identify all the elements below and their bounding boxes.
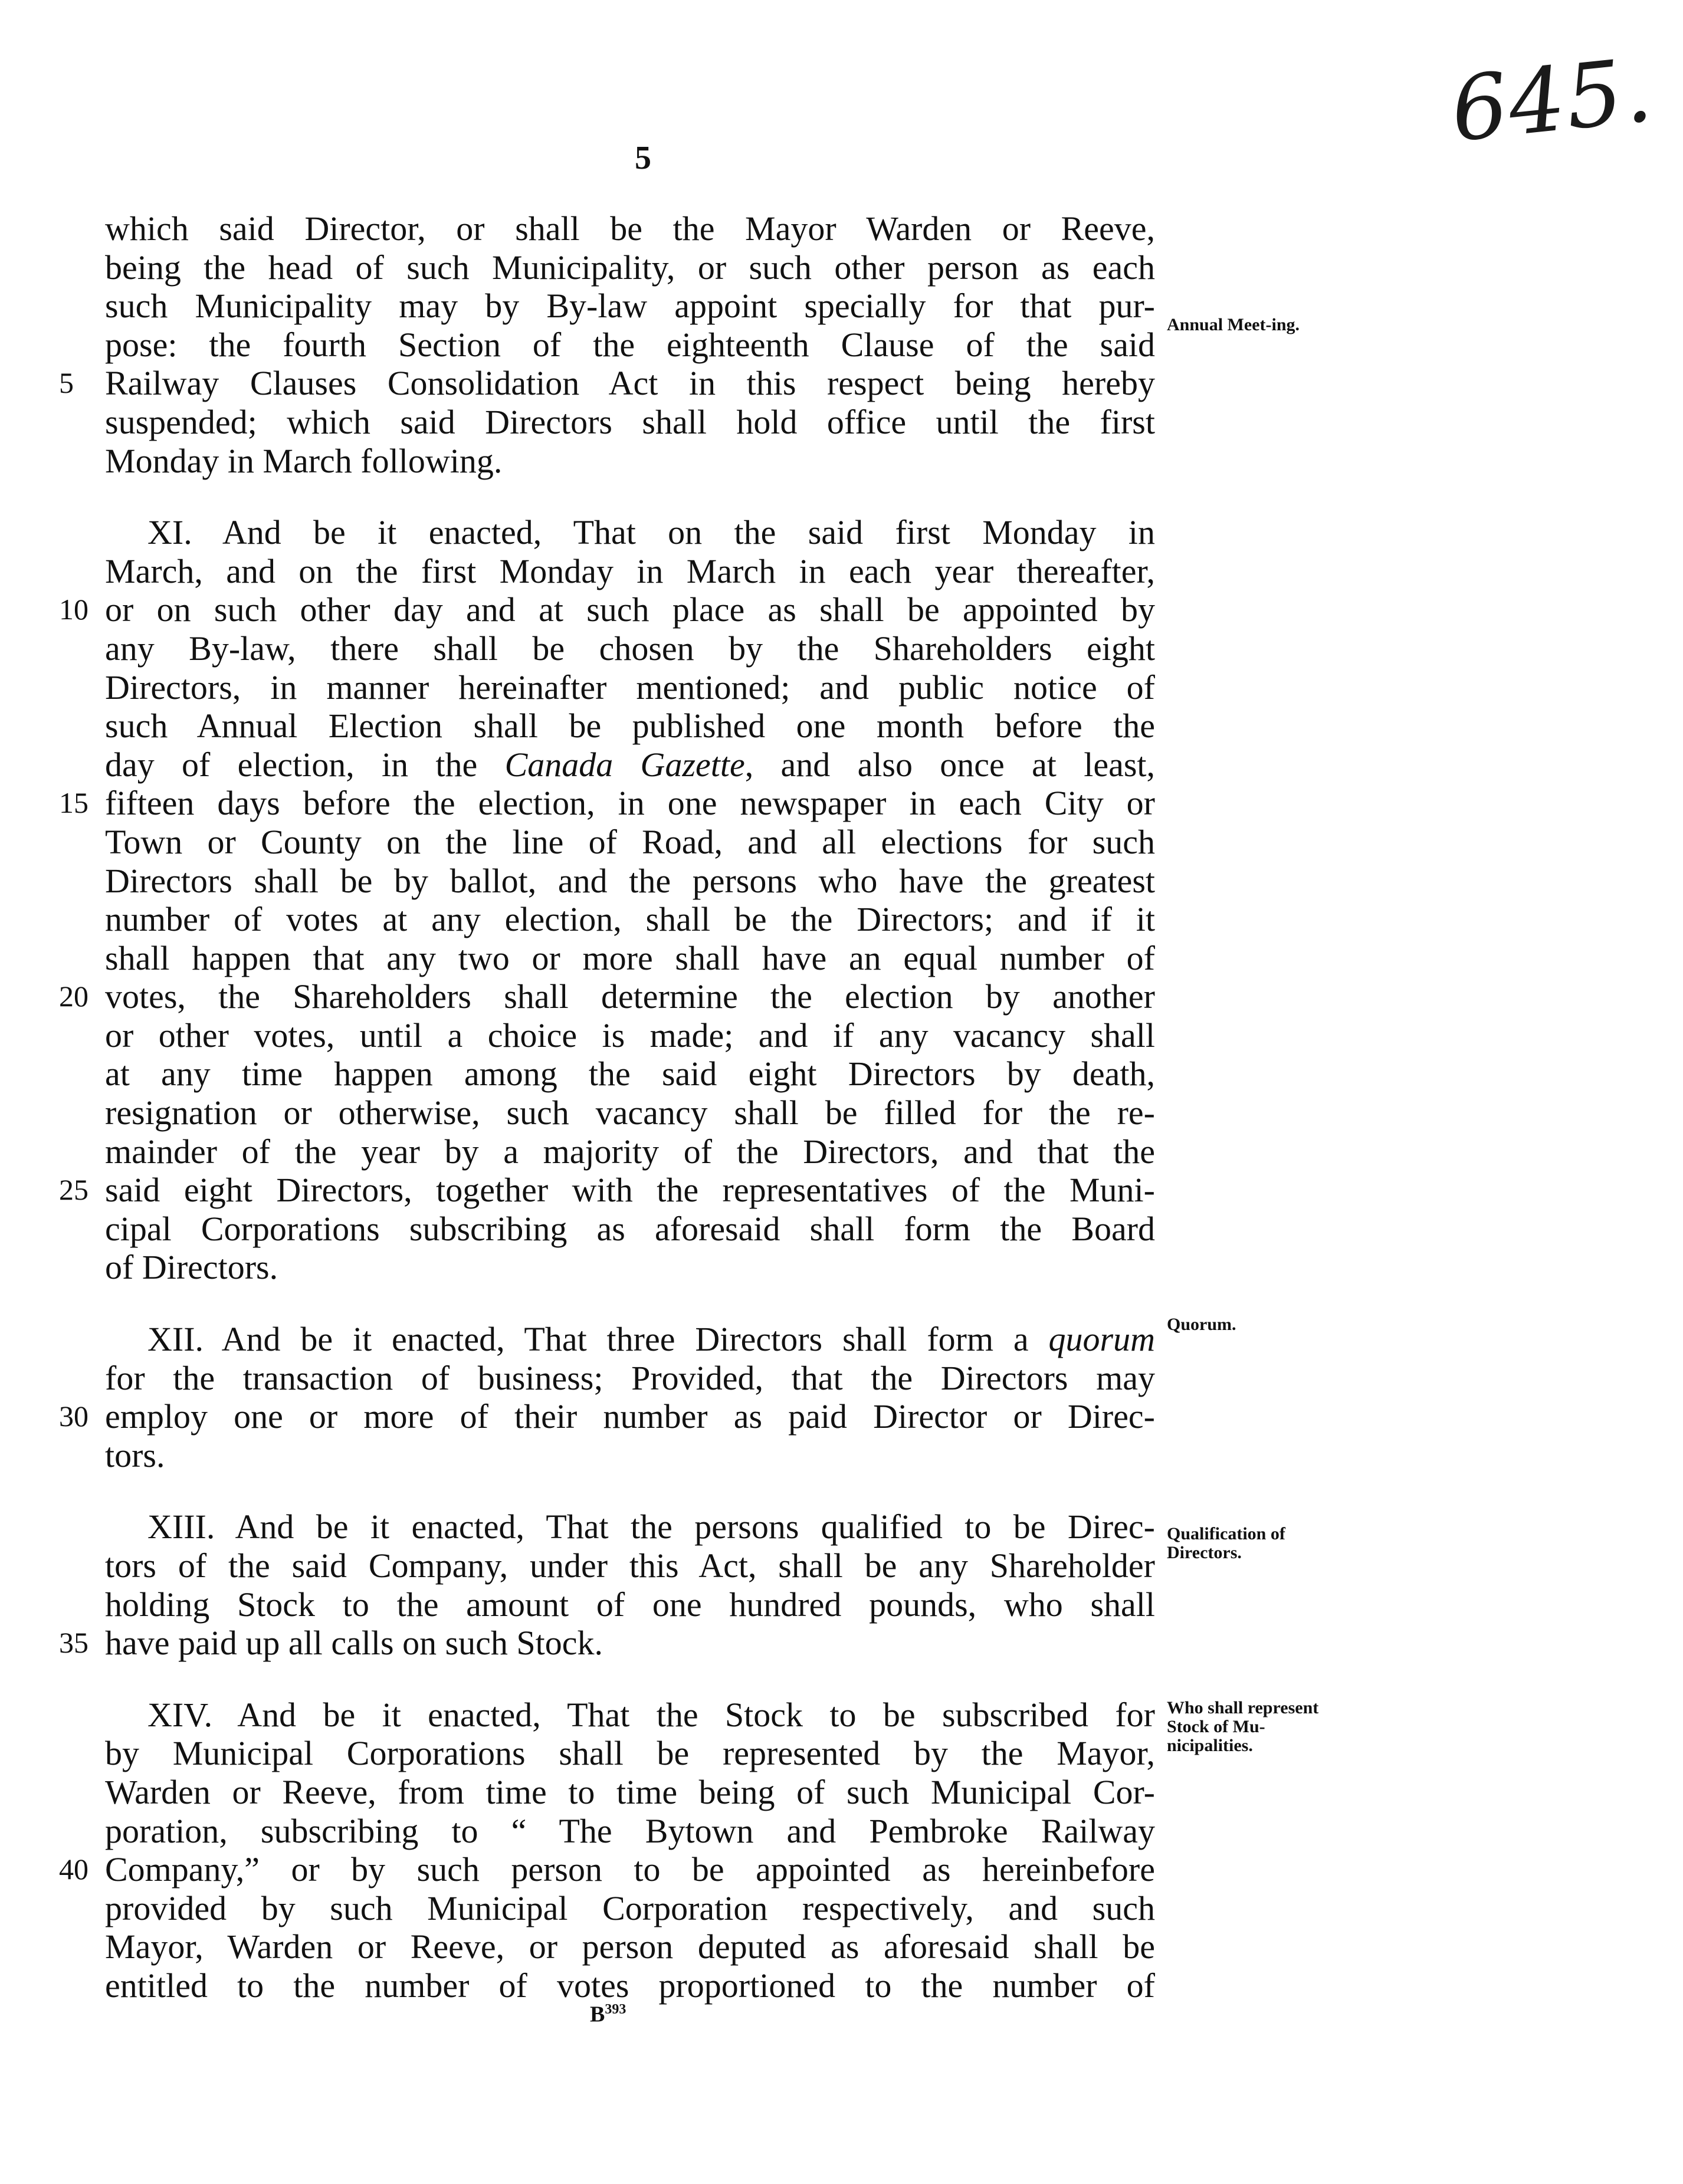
text-line: [105, 823, 1155, 862]
text-line: [105, 513, 1155, 552]
line-text: tors.: [105, 1436, 165, 1474]
text-line: [105, 1248, 1155, 1287]
text-line: [105, 1889, 1155, 1928]
line-text: March, and on the first Monday in March in each year thereafter,: [105, 551, 1155, 590]
text-line: [105, 629, 1155, 668]
line-text: have paid up all calls on such Stock.: [105, 1624, 603, 1663]
line-number: 5: [59, 366, 74, 400]
text-line: [105, 668, 1155, 707]
text-line: [105, 1773, 1155, 1812]
text-line: [105, 1812, 1155, 1851]
text-line: [105, 1093, 1155, 1132]
italic-phrase: Canada Gazette: [504, 745, 745, 784]
text-line: [105, 707, 1155, 745]
margin-note: Qualification of Directors.: [1167, 1524, 1285, 1562]
paragraph-gap: [105, 480, 1155, 513]
line-text: at any time happen among the said eight Directors by death,: [105, 1055, 1155, 1093]
text-line: [105, 1508, 1155, 1546]
line-text: resignation or otherwise, such vacancy shall be filled for the re-: [105, 1093, 1155, 1132]
text-line: [105, 1436, 1155, 1475]
text-line: [105, 248, 1155, 287]
text-line: [105, 209, 1155, 248]
text-line: [105, 287, 1155, 326]
text-line: [105, 1546, 1155, 1585]
text-line: [59, 364, 1155, 403]
line-text: cipal Corporations subscribing as aforesaid shall form the Board: [105, 1209, 1155, 1248]
paragraph-gap: [105, 1663, 1155, 1696]
signature-mark: [590, 2002, 626, 2026]
line-text: pose: the fourth Section of the eighteenth Clause of the said: [105, 325, 1155, 364]
line-number: 35: [59, 1626, 88, 1660]
text-line: [59, 1171, 1155, 1210]
margin-note: Quorum.: [1167, 1315, 1236, 1334]
line-text: such Municipality may by By-law appoint specially for that pur-: [105, 287, 1155, 326]
text-line: [59, 1624, 1155, 1663]
line-text: being the head of such Municipality, or such other person as each: [105, 248, 1155, 287]
text-line: [105, 1320, 1155, 1359]
line-text: XI. And be it enacted, That on the said first Monday in: [147, 513, 1155, 552]
line-text: Town or County on the line of Road, and all elections for such: [105, 822, 1155, 861]
paragraph-gap: [105, 1474, 1155, 1508]
line-text: XII. And be it enacted, That three Directors shall form a quorum: [147, 1320, 1155, 1359]
line-number: 30: [59, 1400, 88, 1433]
line-text: any By-law, there shall be chosen by the Shareholders eight: [105, 629, 1155, 668]
line-text: Directors shall be by ballot, and the persons who have the greatest: [105, 861, 1155, 900]
line-text: day of election, in the Canada Gazette, and also once at least,: [105, 745, 1155, 784]
line-number: 15: [59, 786, 88, 820]
page-number: 5: [635, 140, 651, 176]
line-text: Warden or Reeve, from time to time being of such Municipal Cor-: [105, 1772, 1155, 1811]
line-text: fifteen days before the election, in one newspaper in each City or: [105, 784, 1155, 823]
text-line: [105, 1927, 1155, 1966]
line-text: mainder of the year by a majority of the Directors, and that the: [105, 1132, 1155, 1171]
line-text: suspended; which said Directors shall hold office until the first: [105, 402, 1155, 441]
paragraph-gap: [105, 1287, 1155, 1320]
line-text: or other votes, until a choice is made; and if any vacancy shall: [105, 1016, 1155, 1055]
text-line: [59, 1850, 1155, 1889]
handwritten-number: 645.: [1446, 38, 1658, 162]
line-text: XIV. And be it enacted, That the Stock to be subscribed for: [147, 1695, 1155, 1734]
line-text: by Municipal Corporations shall be represented by the Mayor,: [105, 1734, 1155, 1773]
text-line: [105, 862, 1155, 901]
line-text: such Annual Election shall be published one month before the: [105, 707, 1155, 745]
line-text: of Directors.: [105, 1248, 278, 1287]
line-text: for the transaction of business; Provided, that the Directors may: [105, 1358, 1155, 1397]
line-text: number of votes at any election, shall be the Directors; and if it: [105, 900, 1155, 939]
line-number: 20: [59, 980, 88, 1013]
text-line: [105, 1055, 1155, 1093]
line-text: votes, the Shareholders shall determine the election by another: [105, 977, 1155, 1016]
line-text: XIII. And be it enacted, That the persons qualified to be Direc-: [147, 1508, 1155, 1546]
line-text: provided by such Municipal Corporation respectively, and such: [105, 1889, 1155, 1927]
line-number: 10: [59, 593, 88, 626]
margin-note: Annual Meet-ing.: [1167, 315, 1300, 334]
text-line: [105, 403, 1155, 442]
text-line: [105, 442, 1155, 481]
text-line: [105, 1132, 1155, 1171]
italic-phrase: quorum: [1048, 1320, 1155, 1359]
text-line: [105, 1696, 1155, 1735]
line-text: Directors, in manner hereinafter mentioned; and public notice of: [105, 668, 1155, 707]
text-line: [59, 784, 1155, 823]
text-line: [105, 1966, 1155, 2005]
line-text: Mayor, Warden or Reeve, or person deputed as aforesaid shall be: [105, 1927, 1155, 1966]
text-line: [59, 977, 1155, 1016]
line-text: tors of the said Company, under this Act, shall be any Shareholder: [105, 1546, 1155, 1585]
text-line: [105, 1585, 1155, 1624]
line-text: poration, subscribing to “ The Bytown and Pembroke Railway: [105, 1811, 1155, 1850]
text-line: [105, 900, 1155, 939]
text-line: [105, 1359, 1155, 1398]
line-number: 25: [59, 1173, 88, 1207]
line-text: employ one or more of their number as paid Director or Direc-: [105, 1397, 1155, 1436]
line-text: Railway Clauses Consolidation Act in this respect being hereby: [105, 364, 1155, 403]
line-text: shall happen that any two or more shall have an equal number of: [105, 938, 1155, 977]
text-line: [59, 1397, 1155, 1436]
line-text: or on such other day and at such place as shall be appointed by: [105, 590, 1155, 629]
text-line: [105, 326, 1155, 364]
text-line: [105, 745, 1155, 784]
line-text: said eight Directors, together with the representatives of the Muni-: [105, 1171, 1155, 1210]
line-number: 40: [59, 1853, 88, 1886]
document-body: [59, 209, 1319, 2005]
text-line: [105, 1210, 1155, 1249]
text-line: [105, 1734, 1155, 1773]
line-text: Company,” or by such person to be appointed as hereinbefore: [105, 1850, 1155, 1889]
line-text: holding Stock to the amount of one hundred pounds, who shall: [105, 1585, 1155, 1624]
signature-letter: B: [590, 2002, 605, 2027]
line-text: Monday in March following.: [105, 441, 503, 480]
text-line: [59, 590, 1155, 629]
text-line: [105, 939, 1155, 978]
text-line: [105, 552, 1155, 591]
signature-sup: 393: [605, 2002, 626, 2017]
line-text: entitled to the number of votes proportioned to the number of: [105, 1966, 1155, 2005]
line-text: which said Director, or shall be the Mayor Warden or Reeve,: [105, 209, 1155, 248]
margin-note: Who shall represent Stock of Mu-nicipalities.: [1167, 1698, 1319, 1755]
text-line: [105, 1016, 1155, 1055]
